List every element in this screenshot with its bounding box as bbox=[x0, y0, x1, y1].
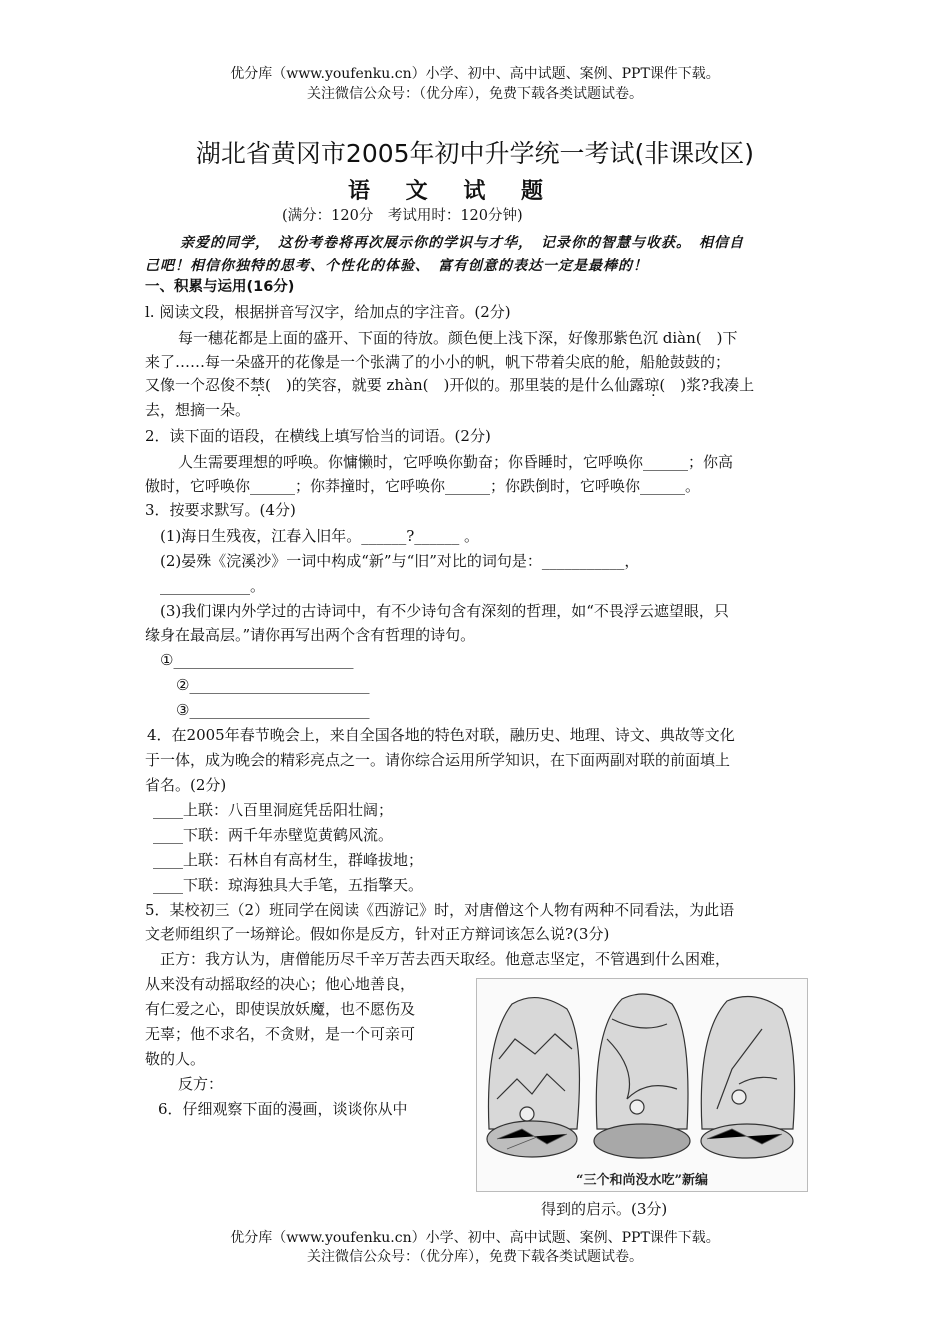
q3-item-3b: 缘身在最高层。”请你再写出两个含有哲理的诗句。 bbox=[145, 626, 476, 644]
q1-para-line-3 bbox=[145, 375, 754, 395]
q2-stem: 2．读下面的语段，在横线上填写恰当的词语。(2分) bbox=[145, 427, 491, 445]
dotted-char: 禁 bbox=[250, 376, 266, 394]
q3-blank-2: ②________________________ bbox=[176, 676, 370, 694]
intro-line-2: 己吧！相信你独特的思考、个性化的体验、 富有创意的表达一定是最棒的！ bbox=[145, 258, 648, 274]
q6-para-line-1: 6．仔细观察下面的漫画，谈谈你从中 bbox=[158, 1100, 408, 1118]
exam-info: (满分：120分 考试用时：120分钟) bbox=[282, 208, 523, 224]
section-heading: 一、积累与运用(16分) bbox=[145, 279, 295, 295]
q4-couplet-1: ____上联：八百里洞庭凭岳阳壮阔； bbox=[153, 801, 394, 819]
q4-para-line-3: 省名。(2分) bbox=[145, 776, 227, 794]
q3-item-2a: (2)晏殊《浣溪沙》一词中构成“新”与“旧”对比的词句是：___________， bbox=[160, 552, 640, 570]
q3-blank-1: ①________________________ bbox=[160, 651, 354, 669]
q1-para-line-1: 每一穗花都是上面的盛开、下面的待放。颜色便上浅下深，好像那紫色沉 diàn( )下 bbox=[178, 329, 738, 347]
q3-item-1: (1)海日生残夜，江春入旧年。______?______ 。 bbox=[160, 527, 480, 545]
q5-para-line-4: 从来没有动摇取经的决心；他心地善良， bbox=[145, 975, 416, 993]
q5-para-line-6: 无辜；他不求名，不贪财，是一个可亲可 bbox=[145, 1025, 416, 1043]
q3-blank-3: ③________________________ bbox=[176, 701, 370, 719]
q4-para-line-2: 于一体，成为晚会的精彩亮点之一。请你综合运用所学知识，在下面两副对联的前面填上 bbox=[145, 751, 731, 769]
q4-para-line-1: 4．在2005年春节晚会上，来自全国各地的特色对联，融历史、地理、诗文、典故等文化 bbox=[147, 726, 735, 744]
q1-stem: l. 阅读文段，根据拼音写汉字，给加点的字注音。(2分) bbox=[145, 303, 511, 321]
text-run: 又像一个忍俊不 bbox=[145, 376, 251, 394]
q2-para-line-1: 人生需要理想的呼唤。你慵懒时，它呼唤你勤奋；你昏睡时，它呼唤你______；你高 bbox=[178, 453, 734, 471]
q4-couplet-4: ____下联：琼海独具大手笔，五指擎天。 bbox=[153, 876, 424, 894]
exam-subtitle: 语 文 试 题 bbox=[348, 179, 557, 204]
q5-para-line-7: 敬的人。 bbox=[145, 1050, 206, 1068]
text-run: ( )的笑容，就要 zhàn( )开似的。那里装的是什么仙露 bbox=[265, 376, 645, 394]
q3-item-3a: (3)我们课内外学过的古诗词中，有不少诗句含有深刻的哲理，如“不畏浮云遮望眼，只 bbox=[160, 602, 729, 620]
comic-drawing bbox=[477, 979, 807, 1169]
q5-para-line-1: 5．某校初三（2）班同学在阅读《西游记》时，对唐僧这个人物有两种不同看法，为此语 bbox=[145, 901, 735, 919]
q3-item-2b: ____________。 bbox=[160, 577, 266, 595]
q3-stem: 3．按要求默写。(4分) bbox=[145, 501, 296, 519]
dotted-char: 琼 bbox=[644, 376, 660, 394]
footer-line-2: 关注微信公众号：（优分库），免费下载各类试题试卷。 bbox=[307, 1249, 643, 1265]
q4-couplet-2: ____下联：两千年赤壁览黄鹤风流。 bbox=[153, 826, 394, 844]
text-run: ( )浆?我凑上 bbox=[659, 376, 755, 394]
q5-para-line-3: 正方：我方认为，唐僧能历尽千辛万苦去西天取经。他意志坚定，不管遇到什么困难， bbox=[160, 950, 731, 968]
q5-para-line-2: 文老师组织了一场辩论。假如你是反方，针对正方辩词该怎么说?(3分) bbox=[145, 925, 610, 943]
q1-para-line-4: 去，想摘一朵。 bbox=[145, 401, 251, 419]
q5-para-line-5: 有仁爱之心，即使误放妖魔，也不愿伤及 bbox=[145, 1000, 416, 1018]
q1-para-line-2: 来了……每一朵盛开的花像是一个张满了的小小的帆，帆下带着尖底的舱，船舱鼓鼓的； bbox=[145, 353, 731, 371]
comic-caption: “三个和尚没水吃”新编 bbox=[576, 1173, 708, 1188]
header-line-1: 优分库（www.youfenku.cn）小学、初中、高中试题、案例、PPT课件下载。 bbox=[230, 66, 720, 82]
q4-couplet-3: ____上联：石林自有高材生，群峰拔地； bbox=[153, 851, 424, 869]
exam-title: 湖北省黄冈市2005年初中升学统一考试(非课改区) bbox=[195, 139, 755, 168]
q6-para-line-2: 得到的启示。(3分) bbox=[541, 1200, 668, 1218]
q2-para-line-2: 傲时，它呼唤你______；你莽撞时，它呼唤你______；你跌倒时，它呼唤你______。 bbox=[145, 477, 701, 495]
comic-illustration bbox=[476, 978, 808, 1192]
q5-para-line-8: 反方： bbox=[178, 1075, 224, 1093]
header-line-2: 关注微信公众号：（优分库），免费下载各类试题试卷。 bbox=[307, 86, 643, 102]
footer-line-1: 优分库（www.youfenku.cn）小学、初中、高中试题、案例、PPT课件下载。 bbox=[230, 1230, 720, 1246]
intro-line-1: 亲爱的同学， 这份考卷将再次展示你的学识与才华， 记录你的智慧与收获。 相信自 bbox=[180, 235, 744, 251]
